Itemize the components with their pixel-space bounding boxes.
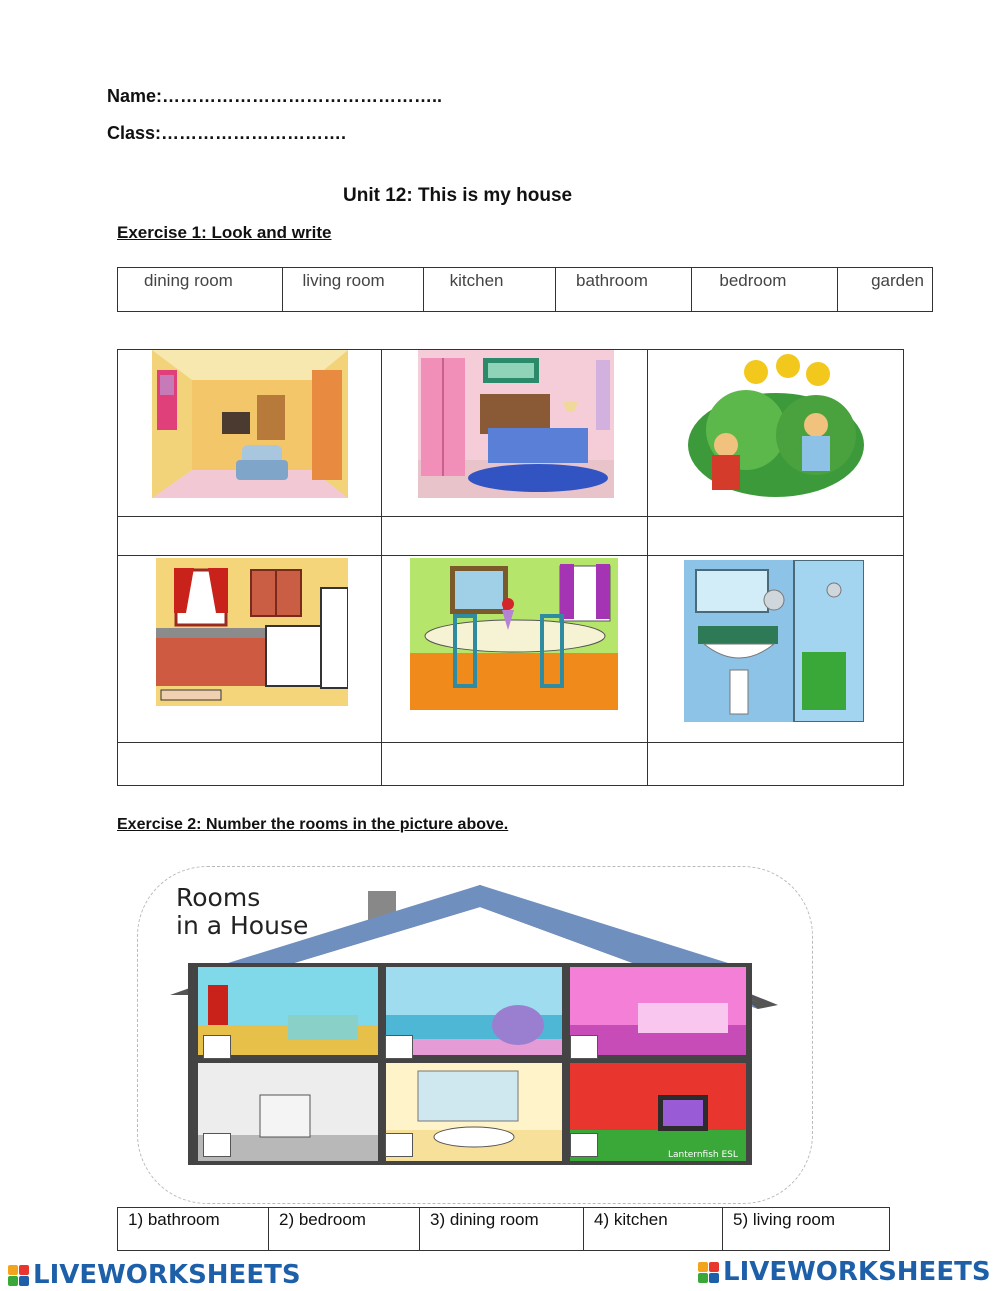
kitchen-picture [156,558,348,706]
answer-box-1[interactable] [118,517,382,556]
bedroom-picture [418,350,614,498]
word-bank-2 [117,1207,890,1251]
page-title: Unit 12: This is my house [343,185,573,206]
pic-cell-garden [647,350,903,517]
bathroom-picture [684,560,864,722]
pic-cell-dining-room [382,556,647,743]
logo-text: LIVEWORKSHEETS [33,1260,301,1290]
class-line: Class:…………………………. [107,123,347,143]
room-number-box-6[interactable] [570,1133,598,1157]
name-line: Name:……………………………………….. [107,86,443,106]
garden-picture [686,350,866,498]
picture-grid [117,349,904,786]
exercise1-heading: Exercise 1: Look and write [117,223,332,242]
room-number-box-3[interactable] [570,1035,598,1059]
answer-box-6[interactable] [647,743,903,786]
word-kitchen: kitchen [423,268,555,312]
living-room-picture [152,350,348,498]
logo-mark-icon [8,1265,29,1286]
pic-cell-bedroom [382,350,647,517]
answer-box-3[interactable] [647,517,903,556]
house-title-line1: Rooms [176,883,261,912]
word-dining-room: dining room [118,268,283,312]
word-bank-1 [117,267,933,312]
word-living-room: living room [282,268,423,312]
pic-cell-living-room [118,350,382,517]
logo-mark-icon [698,1262,719,1283]
house-credit: Lanternfish ESL [668,1150,738,1160]
liveworksheets-logo-right [698,1257,991,1287]
answer-box-2[interactable] [382,517,647,556]
answer-box-4[interactable] [118,743,382,786]
word-garden: garden [838,268,933,312]
room-number-box-1[interactable] [203,1035,231,1059]
house-title-line2: in a House [176,911,309,940]
answer-box-5[interactable] [382,743,647,786]
option-2: 2) bedroom [269,1208,420,1251]
liveworksheets-logo-left [8,1260,301,1290]
room-number-box-5[interactable] [385,1133,413,1157]
option-4: 4) kitchen [584,1208,723,1251]
room-number-box-2[interactable] [385,1035,413,1059]
logo-text: LIVEWORKSHEETS [723,1257,991,1287]
word-bedroom: bedroom [692,268,838,312]
exercise2-heading: Exercise 2: Number the rooms in the picture above. [117,816,509,833]
option-1: 1) bathroom [118,1208,269,1251]
option-5: 5) living room [723,1208,890,1251]
pic-cell-kitchen [118,556,382,743]
option-3: 3) dining room [420,1208,584,1251]
house-illustration [168,885,780,1167]
pic-cell-bathroom [647,556,903,743]
dining-room-picture [410,558,618,710]
room-number-box-4[interactable] [203,1133,231,1157]
word-bathroom: bathroom [556,268,692,312]
